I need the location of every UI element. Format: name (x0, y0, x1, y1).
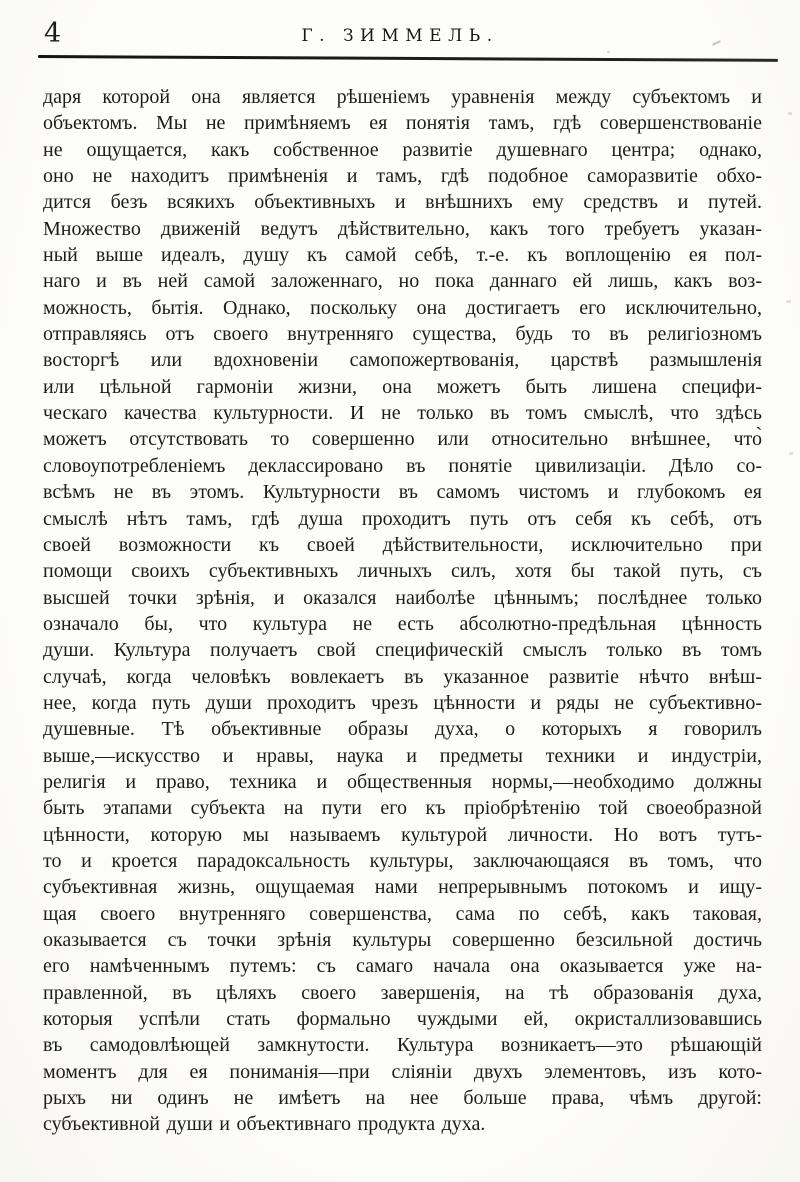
text-line: можность, бытія. Однако, поскольку она достигаетъ его исключительно, (43, 296, 762, 319)
text-line: моментъ для ея пониманія—при сліяніи двухъ элементовъ, изъ кото- (43, 1060, 762, 1083)
text-line: можетъ отсутствовать то совершенно или относительно внѣшнее, что̀ (43, 428, 762, 451)
scan-speck (789, 452, 793, 455)
text-line: быть этапами субъекта на пути его къ пріобрѣтенію той своеобразной (43, 797, 762, 820)
text-line: оно не находитъ примѣненія и тамъ, гдѣ подобное саморазвитіе обхо- (43, 165, 762, 188)
scan-speck (786, 300, 791, 303)
text-line: субъективная жизнь, ощущаемая нами непрерывнымъ потокомъ и ищу- (43, 876, 762, 899)
text-line: всѣмъ не въ этомъ. Культурности въ самомъ чистомъ и глубокомъ ея (43, 481, 762, 504)
text-line: своей возможности къ своей дѣйствительности, исключительно при (43, 533, 762, 556)
text-line: восторгѣ или вдохновеніи самопожертвованія, царствѣ размышленія (43, 349, 762, 372)
text-line: рыхъ ни одинъ не имѣетъ на нее больше права, чѣмъ другой: (43, 1087, 762, 1110)
text-line: его намѣченнымъ путемъ: съ самаго начала она оказывается уже на- (43, 955, 762, 978)
text-line: ческаго качества культурности. И не только въ томъ смыслѣ, что здѣсь (43, 402, 762, 425)
text-line: не ощущается, какъ собственное развитіе душевнаго центра; однако, (43, 138, 762, 161)
text-line: отправляясь отъ своего внутренняго существа, будь то въ религіозномъ (43, 323, 762, 346)
body-text (43, 84, 762, 1138)
text-line: цѣнности, которую мы называемъ культурой личности. Но вотъ тутъ- (43, 823, 762, 846)
scan-speck (607, 51, 610, 53)
text-line: которыя успѣли стать формально чуждыми ей, окристаллизовавшись (43, 1008, 762, 1031)
text-line: объектомъ. Мы не примѣняемъ ея понятія тамъ, гдѣ совершенствованіе (43, 112, 762, 135)
text-line: въ самодовлѣющей замкнутости. Культура возникаетъ—это рѣшающій (43, 1034, 762, 1057)
text-line: субъективной души и объективнаго продукта духа. (43, 1113, 486, 1136)
text-line: нее, когда путь души проходитъ чрезъ цѣнности и ряды не субъективно- (43, 691, 762, 714)
text-line: ный выше идеалъ, душу къ самой себѣ, т.-е. къ воплощенію ея пол- (43, 244, 762, 267)
text-line: означало бы, что культура не есть абсолютно-предѣльная цѣнность (43, 612, 762, 635)
text-line: смыслѣ нѣтъ тамъ, гдѣ душа проходитъ путь отъ себя къ себѣ, отъ (43, 507, 762, 530)
text-line: или цѣльной гармоніи жизни, она можетъ быть лишена специфи- (43, 375, 762, 398)
text-line: душевные. Тѣ объективные образы духа, о которыхъ я говорилъ (43, 718, 762, 741)
text-line: души. Культура получаетъ свой специфическій смыслъ только въ томъ (43, 639, 762, 662)
text-line: высшей точки зрѣнія, и оказался наиболѣе цѣннымъ; послѣднее только (43, 586, 762, 609)
text-line: то и кроется парадоксальность культуры, заключающаяся въ томъ, что (43, 849, 762, 872)
text-line: оказывается съ точки зрѣнія культуры совершенно безсильной достичь (43, 929, 762, 951)
text-line: даря которой она является рѣшеніемъ уравненія между субъектомъ и (43, 86, 762, 108)
text-line: словоупотребленіемъ деклассировано въ понятіе цивилизаціи. Дѣло со- (43, 454, 762, 477)
page-number: 4 (44, 18, 62, 49)
text-line: случаѣ, когда человѣкъ вовлекаетъ въ указанное развитіе нѣчто внѣш- (43, 665, 762, 688)
running-title: Г. ЗИММЕЛЬ. (301, 26, 499, 46)
text-line: помощи своихъ субъективныхъ личныхъ силъ, хотя бы такой путь, съ (43, 560, 762, 583)
scan-speck (788, 112, 792, 115)
text-line: правленной, въ цѣляхъ своего завершенія, на тѣ образованія духа, (43, 981, 762, 1004)
text-line: наго и въ ней самой заложеннаго, но пока даннаго ей лишь, какъ воз- (43, 270, 762, 293)
text-line: Множество движеній ведутъ дѣйствительно, какъ того требуетъ указан- (43, 217, 762, 240)
text-line: дится безъ всякихъ объективныхъ и внѣшнихъ ему средствъ и путей. (43, 191, 762, 214)
text-line: выше,—искусство и нравы, наука и предметы техники и индустріи, (43, 744, 762, 767)
text-line: щая своего внутренняго совершенства, сама по себѣ, какъ таковая, (43, 902, 762, 925)
text-line: религія и право, техника и общественныя нормы,—необходимо должны (43, 770, 762, 793)
header-rule (38, 55, 778, 61)
